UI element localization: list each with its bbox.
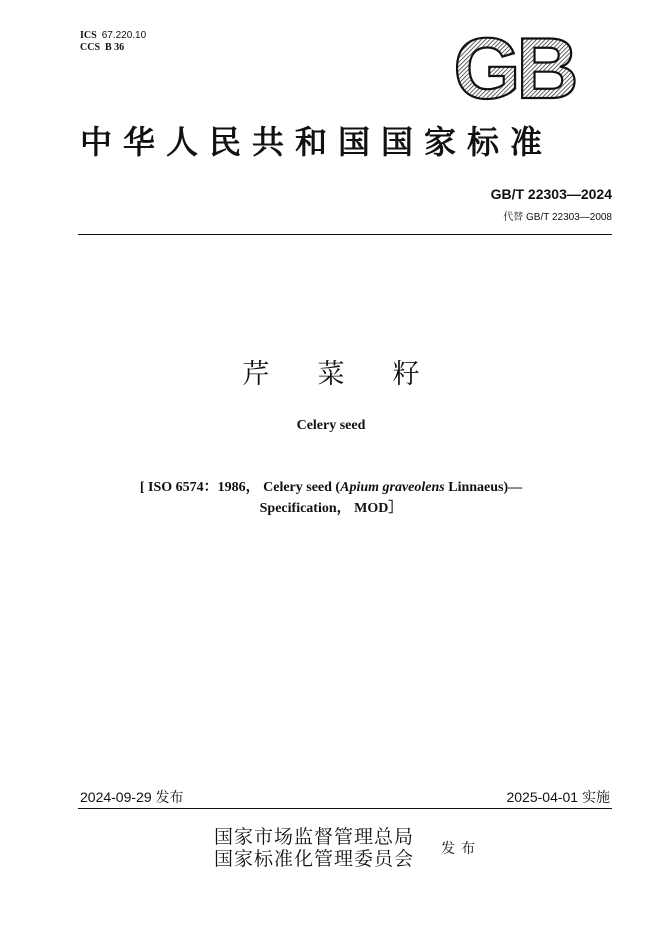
iso-reference — [0, 477, 662, 519]
classification-codes — [80, 30, 146, 54]
national-standard-banner: 中华人民共和国国家标准 — [80, 123, 554, 161]
gb-logo — [448, 30, 580, 106]
publish-label: 发布 — [441, 841, 481, 857]
ccs-code — [80, 42, 146, 54]
issuing-bodies — [214, 826, 414, 870]
ics-value: 67.220.10 — [101, 30, 147, 41]
footer-divider — [78, 808, 612, 809]
standard-number: GB/T 22303—2024 — [490, 186, 612, 202]
implementation-date: 2025-04-01 实施 — [506, 789, 610, 805]
ccs-label: CCS — [80, 42, 101, 53]
ics-code — [80, 30, 146, 42]
issuer-sac: 国家标准化管理委员会 — [214, 848, 415, 870]
iso-reference-suffix: Linnaeus)— — [444, 480, 523, 495]
issuer-samr: 国家市场监督管理总局 — [214, 826, 415, 848]
iso-reference-species: Apium graveolens — [340, 480, 445, 495]
title-chinese: 芹菜籽 — [242, 359, 468, 390]
gb-logo-text: GB — [453, 30, 575, 106]
issue-date: 2024-09-29 发布 — [80, 789, 184, 805]
header-divider — [78, 234, 612, 235]
ics-label: ICS — [80, 30, 97, 41]
iso-reference-line2: Specification， MOD］ — [259, 501, 403, 516]
iso-reference-line1 — [0, 477, 662, 498]
ccs-value: B 36 — [105, 42, 125, 53]
iso-reference-prefix: [ ISO 6574：1986， Celery seed ( — [139, 480, 341, 495]
replaces-standard: 代替 GB/T 22303—2008 — [503, 212, 612, 223]
title-english: Celery seed — [296, 418, 366, 433]
